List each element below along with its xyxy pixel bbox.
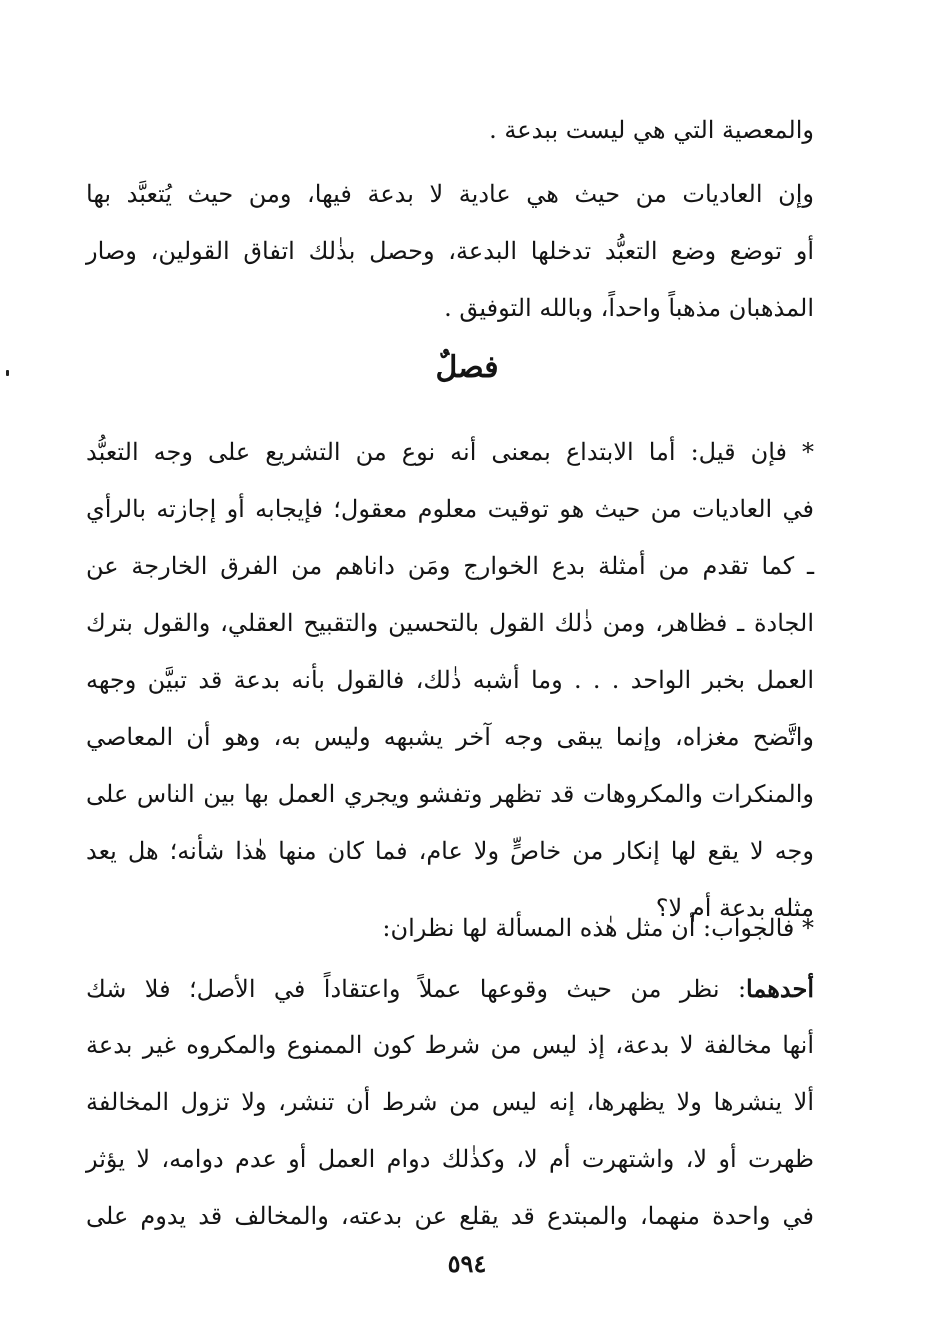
text-line: وجه لا يقع لها إنكار من خاصٍّ ولا عام، فما كان منها هٰذا شأنه؛ هل يعد (86, 837, 814, 865)
text-line: ظهرت أو لا، واشتهرت أم لا، وكذٰلك دوام العمل أو عدم دوامه، لا يؤثر (86, 1145, 814, 1173)
text-line: واتَّضح مغزاه، وإنما يبقى وجه آخر يشبهه وليس به، وهو أن المعاصي (86, 723, 814, 751)
text-line (86, 960, 814, 1017)
paragraph-first-view (86, 960, 814, 1245)
term-label: أحدهما (746, 974, 814, 1003)
text-line: والمنكرات والمكروهات قد تظهر وتفشو ويجري العمل بها بين الناس على (86, 780, 814, 808)
text-line: وإن العاديات من حيث هي عادية لا بدعة فيها، ومن حيث يُتعبَّد بها (86, 180, 814, 208)
paragraph-customs (86, 166, 814, 337)
text-line: في العاديات من حيث هو توقيت معلوم معقول؛ فإيجابه أو إجازته بالرأي (86, 495, 814, 523)
paragraph-continuation (86, 102, 814, 159)
text-line-rest: : نظر من حيث وقوعها عملاً واعتقاداً في الأصل؛ فلا شك (86, 975, 747, 1003)
text-line: * فالجواب: أن مثل هٰذه المسألة لها نظران: (382, 914, 814, 942)
text-line: والمعصية التي هي ليست ببدعة . (489, 116, 814, 144)
text-line: العمل بخبر الواحد . . . وما أشبه ذٰلك، فالقول بأنه بدعة قد تبيَّن وجهه (86, 666, 814, 694)
text-line: مثله بدعة أم لا؟ (655, 894, 814, 922)
paragraph-answer (86, 900, 814, 957)
text-line: * فإن قيل: أما الابتداع بمعنى أنه نوع من التشريع على وجه التعبُّد (86, 438, 814, 466)
section-heading: فصلٌ (435, 350, 499, 385)
text-line: المذهبان مذهباً واحداً، وبالله التوفيق . (444, 294, 814, 322)
text-line: الجادة ـ فظاهر، ومن ذٰلك القول بالتحسين والتقبيح العقلي، والقول بترك (86, 609, 814, 637)
paragraph-question (86, 424, 814, 937)
text-line: في واحدة منهما، والمبتدع قد يقلع عن بدعته، والمخالف قد يدوم على (86, 1202, 814, 1230)
text-line: ألا ينشرها ولا يظهرها، إنه ليس من شرط أن تنشر، ولا تزول المخالفة (86, 1088, 814, 1116)
text-line: أو توضع وضع التعبُّد تدخلها البدعة، وحصل بذٰلك اتفاق القولين، وصار (86, 237, 814, 265)
page-number: ٥٩٤ (447, 1249, 487, 1278)
text-line: ـ كما تقدم من أمثلة بدع الخوارج ومَن داناهم من الفرق الخارجة عن (86, 552, 814, 580)
text-line: أنها مخالفة لا بدعة، إذ ليس من شرط كون الممنوع والمكروه غير بدعة (86, 1031, 814, 1059)
scan-edge-mark (6, 370, 9, 376)
